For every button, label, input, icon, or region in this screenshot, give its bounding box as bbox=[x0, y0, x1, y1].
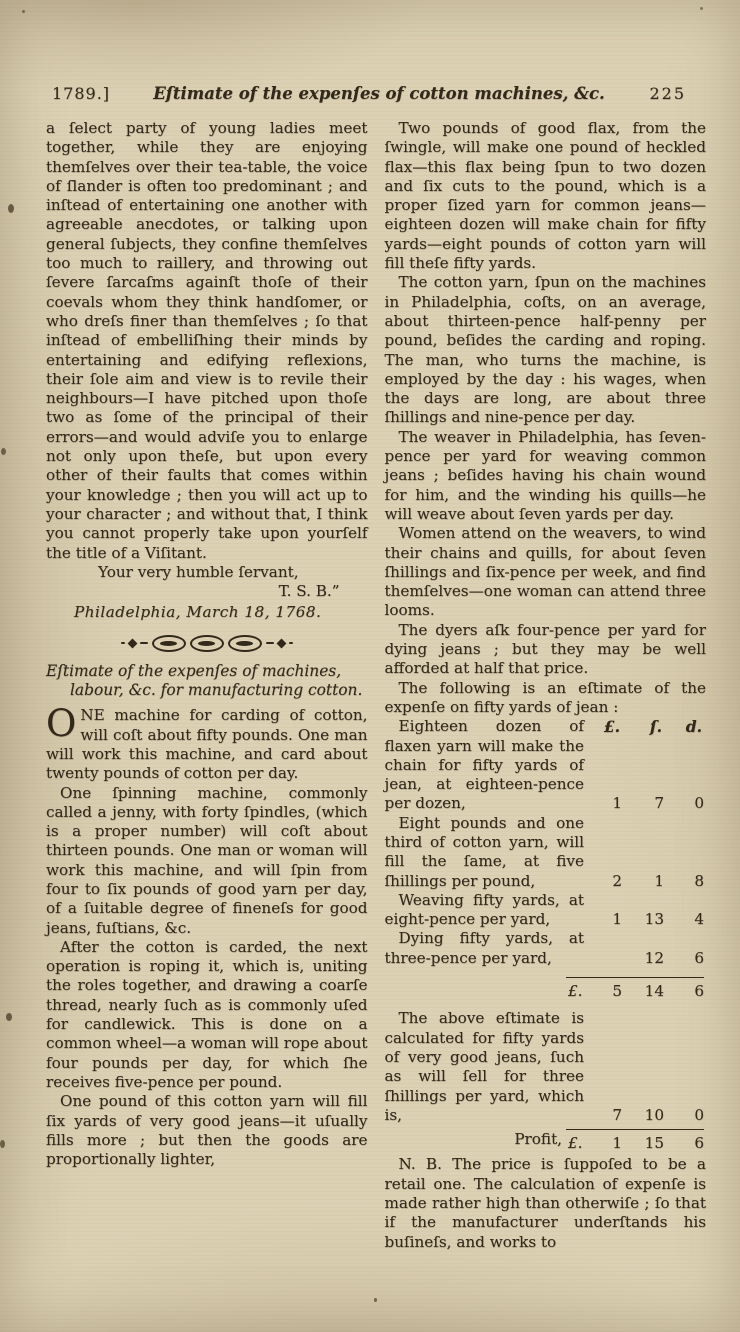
shillings-symbol: ſ. bbox=[649, 717, 662, 737]
ornament-dash bbox=[266, 642, 274, 644]
scan-speck bbox=[8, 204, 14, 213]
estimate-intro: The following is an eſtimate of the expenſe on fifty yards of jean : bbox=[384, 678, 706, 716]
table-row bbox=[385, 891, 707, 930]
left-column bbox=[46, 119, 368, 1252]
amount-pounds: 1 bbox=[612, 910, 622, 929]
dropcap-paragraph bbox=[46, 702, 368, 783]
ornament-lens bbox=[190, 635, 224, 652]
ornament-dot bbox=[289, 642, 293, 644]
amount-shillings: 1 bbox=[654, 871, 664, 890]
sale-row bbox=[385, 1009, 707, 1125]
amount-pounds bbox=[588, 949, 622, 968]
row-amounts bbox=[588, 1106, 706, 1125]
drop-cap: O bbox=[46, 702, 77, 746]
right-column bbox=[385, 119, 707, 1252]
currency-sign: £. bbox=[568, 1134, 583, 1153]
row-amounts bbox=[588, 949, 706, 968]
amount-shillings: 15 bbox=[644, 1134, 664, 1153]
scan-speck bbox=[6, 1013, 12, 1021]
paragraph: The dyers aſk four-pence per yard for dying jeans ; but they may be well afforded at half that price. bbox=[384, 620, 706, 678]
pence-symbol: d. bbox=[685, 717, 702, 737]
running-title: Eſtimate of the expenſes of cotton machines, &c. bbox=[153, 84, 605, 103]
letter-signature: T. S. B.” bbox=[278, 582, 340, 601]
row-description: Eight pounds and one third of cotton yarn, will fill the ſame, at five ſhillings per pound, bbox=[384, 813, 584, 890]
scan-speck bbox=[0, 1140, 5, 1148]
paragraph: One pound of this cotton yarn will fill ſix yards of very good jeans—it uſually fills more ; but then the goods are proportionally lighter, bbox=[46, 1092, 368, 1169]
amount-shillings: 10 bbox=[644, 1105, 664, 1124]
table-row bbox=[385, 814, 707, 891]
amount-pence: 8 bbox=[694, 871, 704, 890]
scan-speck bbox=[700, 7, 703, 10]
amount-pounds: 1 bbox=[612, 1134, 622, 1153]
header-year: 1789.] bbox=[52, 84, 111, 103]
profit-label: Profit, bbox=[514, 1130, 562, 1149]
ornament-diamond bbox=[276, 638, 286, 648]
subtotal-amounts bbox=[566, 977, 704, 1001]
row-amounts bbox=[588, 872, 706, 891]
letter-salutation: Your very humble ſervant, bbox=[98, 562, 299, 581]
ornament-lens bbox=[228, 635, 262, 652]
currency-sign: £. bbox=[568, 982, 583, 1001]
ornament-diamond bbox=[127, 638, 137, 648]
row-description: Dying fifty yards, at three-pence per yard, bbox=[384, 929, 584, 967]
paragraph: The cotton yarn, ſpun on the machines in Philadelphia, coſts, on an average, about thirteen-pence half-penny per pound, beſides the carding and roping. The man, who turns the machine, is employed by the day : his wages, when the days are long, are about three ſhillings and nine-pence per day. bbox=[384, 273, 706, 427]
page-header bbox=[0, 0, 740, 103]
row-description: Weaving fifty yards, at eight-pence per yard, bbox=[384, 890, 584, 929]
table-row bbox=[385, 929, 707, 968]
amount-pence: 6 bbox=[694, 948, 704, 967]
paragraph: One ſpinning machine, commonly called a jenny, with forty ſpindles, (which is a proper number) will coſt about thirteen pounds. One man or woman will work this machine, and will ſpin from four to ſix pounds of good yarn per day, of a ſuitable degree of fineneſs for good jeans, fuſtians, &c. bbox=[46, 783, 368, 937]
paragraph: The weaver in Philadelphia, has ſeven-pence per yard for weaving common jeans ; beſides having his chain wound for him, and the winding his quills—he will weave about ſeven yards per day. bbox=[384, 427, 706, 523]
profit-amounts bbox=[566, 1129, 704, 1153]
two-column-text bbox=[0, 103, 740, 1252]
scan-speck bbox=[22, 10, 25, 13]
scan-speck bbox=[1, 448, 6, 455]
amount-pence: 6 bbox=[694, 1134, 704, 1153]
estimate-table bbox=[385, 717, 707, 1153]
ornament-lens bbox=[152, 635, 186, 652]
ornament-dot bbox=[121, 642, 125, 644]
amount-pounds: 1 bbox=[612, 794, 622, 813]
amount-pence: 6 bbox=[694, 982, 704, 1001]
divider-ornament bbox=[46, 635, 368, 652]
letter-continuation-paragraph: a ſelect party of young ladies meet together, while they are enjoying themſelves over their tea-table, the voice of ſlander is often too predominant ; and inſtead of entertaining one another with agreeable anecdotes, or talking upon general ſubjects, they confine themſelves too much to raillery, and throwing out ſevere ſarcaſms againſt thoſe of their coevals whom they think handſomer, or who dreſs finer than themſelves ; ſo that inſtead of embelliſhing their minds by entertaining and edifying reflexions, their ſole aim and view is to revile their neighbours—I have pitched upon thoſe two as ſome of the principal of their errors—and would adviſe you to enlarge not only upon theſe, but upon every other of their faults that comes within your knowledge ; then you will act up to your character ; and without that, I think you cannot properly take upon yourſelf the title of a Viſitant. bbox=[46, 119, 368, 562]
ornament-dash bbox=[140, 642, 148, 644]
page-number: 225 bbox=[649, 84, 686, 103]
subtotal-row bbox=[385, 977, 705, 1001]
amount-shillings: 12 bbox=[644, 948, 664, 967]
nota-bene-paragraph: N. B. The price is ſuppoſed to be a retail one. The calculation of expenſe is made rather high than otherwiſe ; ſo that if the manufacturer underſtands his buſineſs, and works to bbox=[384, 1155, 706, 1251]
amount-shillings: 14 bbox=[644, 982, 664, 1001]
amount-pounds: 7 bbox=[612, 1105, 622, 1124]
row-description: Eighteen dozen of flaxen yarn will make the chain for fifty yards of jean, at eighteen-pence per dozen, bbox=[384, 717, 584, 813]
amount-pounds: 5 bbox=[612, 982, 622, 1001]
article-title: Eſtimate of the expenſes of machines, labour, &c. for manufacturing cotton. bbox=[46, 661, 363, 700]
row-amounts bbox=[588, 910, 706, 929]
amount-pounds: 2 bbox=[612, 871, 622, 890]
row-description: The above eſtimate is calculated for fifty yards of very good jeans, ſuch as will ſell for three ſhillings per yard, which is, bbox=[384, 1009, 584, 1124]
paragraph: Two pounds of good flax, from the ſwingle, will make one pound of heckled flax—this flax being ſpun to two dozen and ſix cuts to the pound, which is a proper ſized yarn for common jeans—eighteen dozen will make chain for fifty yards—eight pounds of cotton yarn will fill theſe fifty yards. bbox=[384, 119, 706, 273]
dropcap-paragraph-text: NE machine for carding of cotton, will coſt about fifty pounds. One man will work this machine, and card about twenty pounds of cotton per day. bbox=[46, 706, 368, 783]
pounds-symbol: £. bbox=[603, 717, 620, 737]
amount-shillings: 7 bbox=[654, 794, 664, 813]
amount-pence: 0 bbox=[694, 794, 704, 813]
amount-pence: 0 bbox=[694, 1105, 704, 1124]
currency-header bbox=[586, 717, 704, 736]
scan-speck bbox=[374, 1298, 377, 1302]
amount-pence: 4 bbox=[694, 910, 704, 929]
row-amounts bbox=[588, 794, 706, 813]
amount-shillings: 13 bbox=[644, 910, 664, 929]
profit-row bbox=[385, 1129, 705, 1153]
paragraph: After the cotton is carded, the next operation is roping it, which is, uniting the roles together, and drawing a coarſe thread, nearly ſuch as is commonly uſed for candlewick. This is done on a common wheel—a woman will rope about four pounds per day, for which ſhe receives five-pence per pound. bbox=[46, 937, 368, 1091]
paragraph: Women attend on the weavers, to wind their chains and quills, for about ſeven ſhillings and ſix-pence per week, and find themſelves—one woman can attend three looms. bbox=[384, 524, 706, 620]
letter-dateline: Philadelphia, March 18, 1768. bbox=[74, 603, 322, 622]
